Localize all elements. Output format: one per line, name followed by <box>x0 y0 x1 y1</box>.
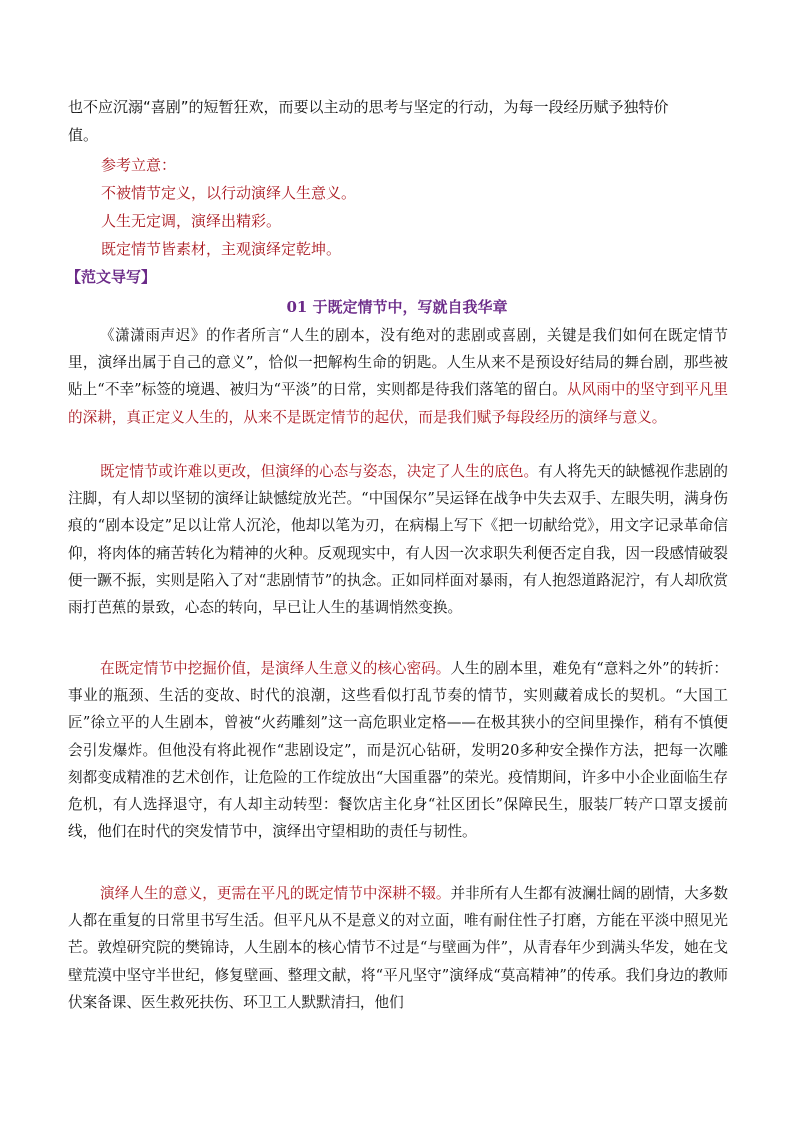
paragraph-text: 《潇潇雨声迟》的作者所言“人生的剧本，没有绝对的悲剧或喜剧，关键是我们如何在既定情节里，演绎出属于自己的意义”，恰似一把解构生命的钥匙。人生从来不是预设好结局的舞台剧，那些被贴上“不幸”标签的境遇、被归为“平淡”的日常，实则都是待我们落笔的留白。 <box>68 327 728 399</box>
reference-item: 既定情节皆素材，主观演绎定乾坤。 <box>101 240 342 258</box>
paragraph-text: 有人将先天的缺憾视作悲剧的注脚，有人却以坚韧的演绎让缺憾绽放光芒。“中国保尔”吴运铎在战争中失去双手、左眼失明，满身伤痕的“剧本设定”足以让常人沉沦，他却以笔为刃，在病榻上写下《把一切献给党》，用文字记录革命信仰，将肉体的痛苦转化为精神的火种。反观现实中，有人因一次求职失利便否定自我，因一段感情破裂便一蹶不振，实则是陷入了对“悲剧情节”的执念。正如同样面对暴雨，有人抱怨道路泥泞，有人却欣赏雨打芭蕉的景致，心态的转向，早已让人生的基调悄然变换。 <box>68 463 728 617</box>
paragraph-highlight: 从风雨中的坚守到平凡里的深耕，真正定义人生的，从来不是既定情节的起伏，而是我们赋予每段经历的演绎与意义。 <box>68 381 728 426</box>
reference-item: 不被情节定义，以行动演绎人生意义。 <box>101 184 357 202</box>
paragraph <box>68 458 728 621</box>
essay-title: 01 于既定情节中，写就自我华章 <box>286 298 508 316</box>
paragraph-lead: 在既定情节中挖掘价值，是演绎人生意义的核心密码。 <box>100 660 451 677</box>
paragraph-lead: 演绎人生的意义，更需在平凡的既定情节中深耕不辍。 <box>100 885 451 902</box>
section-heading: 【范文导写】 <box>66 268 157 286</box>
intro-line-2: 值。 <box>68 126 99 144</box>
paragraph-text: 并非所有人生都有波澜壮阔的剧情，大多数人都在重复的日常里书写生活。但平凡从不是意义的对立面，唯有耐住性子打磨，方能在平淡中照见光芒。敦煌研究院的樊锦诗，人生剧本的核心情节不过是“与壁画为伴”，从青春年少到满头华发，她在戈壁荒漠中坚守半世纪，修复壁画、整理文献，将“平凡坚守”演绎成“莫高精神”的传承。我们身边的教师伏案备课、医生救死扶伤、环卫工人默默清扫，他们 <box>68 885 728 1011</box>
intro-line-1: 也不应沉溺“喜剧”的短暂狂欢，而要以主动的思考与坚定的行动，为每一段经历赋予独特价 <box>68 98 669 116</box>
paragraph-text: 人生的剧本里，难免有“意料之外”的转折：事业的瓶颈、生活的变故、时代的浪潮，这些看似打乱节奏的情节，实则藏着成长的契机。“大国工匠”徐立平的人生剧本，曾被“火药雕刻”这一高危职业定格——在极其狭小的空间里操作，稍有不慎便会引发爆炸。但他没有将此视作“悲剧设定”，而是沉心钻研，发明20多种安全操作方法，把每一次雕刻都变成精准的艺术创作，让危险的工作绽放出“大国重器”的荣光。疫情期间，许多中小企业面临生存危机，有人选择退守，有人却主动转型：餐饮店主化身“社区团长”保障民生，服装厂转产口罩支援前线，他们在时代的突发情节中，演绎出守望相助的责任与韧性。 <box>68 660 728 841</box>
paragraph-lead: 既定情节或许难以更改，但演绎的心态与姿态，决定了人生的底色。 <box>100 463 539 480</box>
paragraph <box>68 655 728 845</box>
paragraph <box>68 880 728 1016</box>
reference-item: 人生无定调，演绎出精彩。 <box>101 212 282 230</box>
reference-label: 参考立意： <box>101 156 177 174</box>
paragraph <box>68 322 728 431</box>
